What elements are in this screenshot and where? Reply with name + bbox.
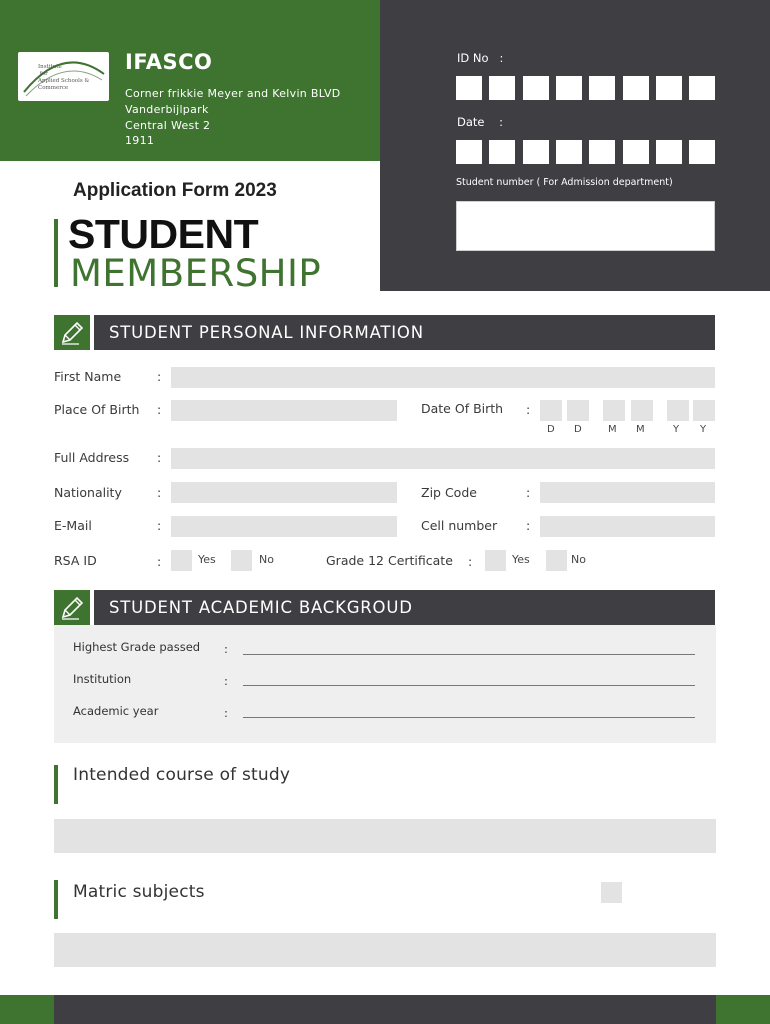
dob-letter: D <box>547 424 555 435</box>
accent-bar <box>54 765 58 804</box>
colon: : <box>157 450 162 465</box>
colon: : <box>157 369 162 384</box>
colon: : <box>157 485 162 500</box>
id-no-box[interactable] <box>523 76 549 100</box>
date-box[interactable] <box>656 140 682 164</box>
dob-month-box[interactable] <box>603 400 625 421</box>
grade12-label: Grade 12 Certificate <box>326 553 453 568</box>
dob-letter: M <box>608 424 617 435</box>
dob-letter: D <box>574 424 582 435</box>
id-no-box[interactable] <box>489 76 515 100</box>
institution-input-line[interactable] <box>243 685 695 686</box>
rsa-id-yes-checkbox[interactable] <box>171 550 192 571</box>
date-box[interactable] <box>489 140 515 164</box>
nationality-label: Nationality <box>54 485 122 500</box>
student-number-input[interactable] <box>456 201 715 251</box>
date-box[interactable] <box>556 140 582 164</box>
title-accent-bar <box>54 219 58 287</box>
dob-month-box[interactable] <box>631 400 653 421</box>
pencil-icon <box>54 315 90 350</box>
zip-code-label: Zip Code <box>421 485 477 500</box>
zip-code-input[interactable] <box>540 482 715 503</box>
place-of-birth-input[interactable] <box>171 400 397 421</box>
nationality-input[interactable] <box>171 482 397 503</box>
address-line-1: Corner frikkie Meyer and Kelvin BLVD <box>125 87 341 100</box>
highest-grade-input-line[interactable] <box>243 654 695 655</box>
colon: : <box>224 642 228 656</box>
rsa-id-yes-label: Yes <box>198 553 216 566</box>
dob-year-box[interactable] <box>667 400 689 421</box>
grade12-no-label: No <box>571 553 586 566</box>
rsa-id-label: RSA ID <box>54 553 97 568</box>
address-line-2: Vanderbijlpark <box>125 103 209 116</box>
date-box[interactable] <box>689 140 715 164</box>
colon: : <box>157 518 162 533</box>
colon: : <box>224 706 228 720</box>
footer-dark-bar <box>54 995 716 1024</box>
date-label: Date : <box>457 115 503 129</box>
title-student: STUDENT <box>68 211 259 257</box>
section-academic-title: STUDENT ACADEMIC BACKGROUD <box>94 590 715 625</box>
dob-letter: M <box>636 424 645 435</box>
first-name-input[interactable] <box>171 367 715 388</box>
logo-text: Institute for Applied Schools & Commerce <box>38 64 90 91</box>
colon: : <box>526 485 531 500</box>
full-address-label: Full Address <box>54 450 130 465</box>
accent-bar <box>54 880 58 919</box>
colon: : <box>157 554 162 569</box>
id-no-box[interactable] <box>623 76 649 100</box>
highest-grade-label: Highest Grade passed <box>73 640 201 654</box>
dob-day-box[interactable] <box>567 400 589 421</box>
application-form-title: Application Form 2023 <box>73 180 277 201</box>
academic-year-label: Academic year <box>73 704 159 718</box>
id-no-box[interactable] <box>556 76 582 100</box>
grade12-no-checkbox[interactable] <box>546 550 567 571</box>
colon: : <box>526 518 531 533</box>
footer-green-left <box>0 995 54 1024</box>
date-box[interactable] <box>589 140 615 164</box>
footer-green-right <box>716 995 770 1024</box>
first-name-label: First Name <box>54 369 122 384</box>
institution-label: Institution <box>73 672 132 686</box>
id-no-box[interactable] <box>589 76 615 100</box>
dob-letter: Y <box>700 424 707 435</box>
date-box[interactable] <box>523 140 549 164</box>
address-line-3: Central West 2 <box>125 119 211 132</box>
date-of-birth-label: Date Of Birth <box>421 401 504 416</box>
matric-subjects-checkbox[interactable] <box>601 882 622 903</box>
rsa-id-no-label: No <box>259 553 274 566</box>
ifasco-logo <box>18 52 109 101</box>
id-no-label: ID No : <box>457 51 504 65</box>
student-number-label: Student number ( For Admission department) <box>456 177 673 188</box>
id-no-box[interactable] <box>456 76 482 100</box>
email-input[interactable] <box>171 516 397 537</box>
cell-number-label: Cell number <box>421 518 498 533</box>
matric-subjects-input[interactable] <box>54 933 716 967</box>
colon: : <box>224 674 228 688</box>
title-membership: MEMBERSHIP <box>70 252 322 295</box>
full-address-input[interactable] <box>171 448 715 469</box>
pencil-icon <box>54 590 90 625</box>
academic-year-input-line[interactable] <box>243 717 695 718</box>
dob-letter: Y <box>673 424 680 435</box>
grade12-yes-label: Yes <box>512 553 530 566</box>
grade12-yes-checkbox[interactable] <box>485 550 506 571</box>
colon: : <box>526 402 531 417</box>
date-box[interactable] <box>456 140 482 164</box>
colon: : <box>468 554 473 569</box>
intended-course-title: Intended course of study <box>73 765 291 785</box>
id-no-box[interactable] <box>689 76 715 100</box>
colon: : <box>157 402 162 417</box>
place-of-birth-label: Place Of Birth <box>54 402 140 417</box>
address-line-4: 1911 <box>125 134 155 147</box>
email-label: E-Mail <box>54 518 92 533</box>
cell-number-input[interactable] <box>540 516 715 537</box>
section-personal-info-title: STUDENT PERSONAL INFORMATION <box>94 315 715 350</box>
intended-course-input[interactable] <box>54 819 716 853</box>
matric-subjects-title: Matric subjects <box>73 882 205 902</box>
brand-name: IFASCO <box>125 50 213 74</box>
rsa-id-no-checkbox[interactable] <box>231 550 252 571</box>
dob-year-box[interactable] <box>693 400 715 421</box>
dob-day-box[interactable] <box>540 400 562 421</box>
id-no-box[interactable] <box>656 76 682 100</box>
date-box[interactable] <box>623 140 649 164</box>
